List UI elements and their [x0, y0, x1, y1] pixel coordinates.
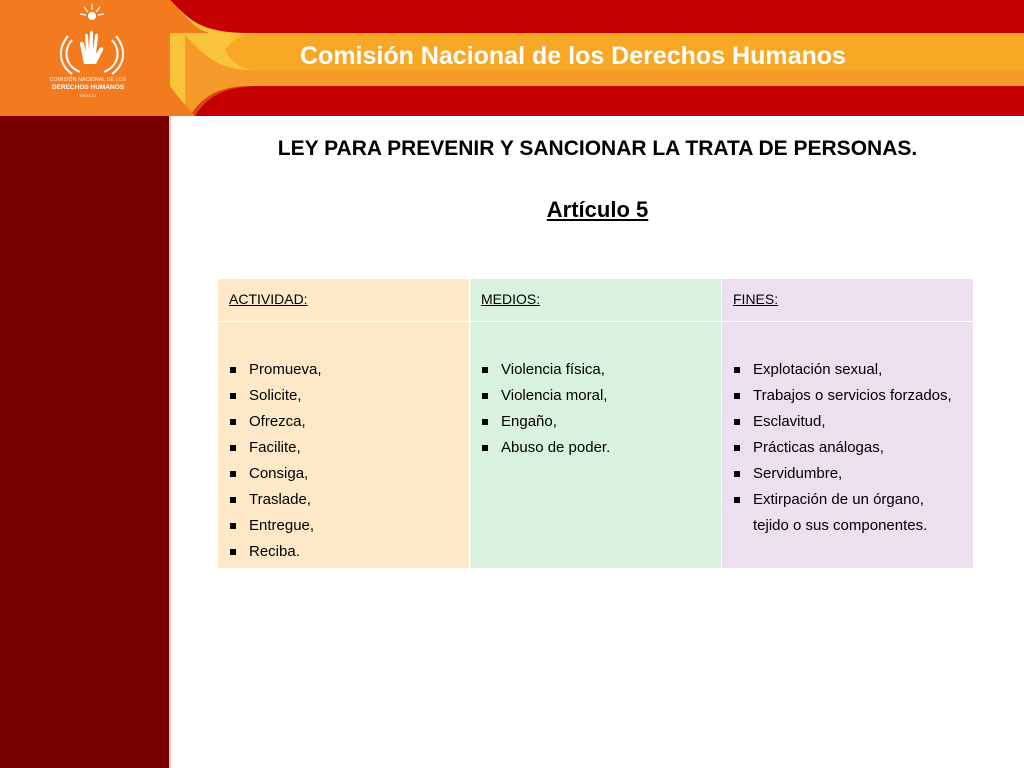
- logo-text-line3: MÉXICO: [80, 93, 96, 98]
- list-item: Servidumbre,: [733, 461, 959, 487]
- header-banner: [0, 0, 1024, 116]
- logo-text-line2: DERECHOS HUMANOS: [51, 84, 125, 91]
- list-item: Abuso de poder.: [481, 435, 707, 461]
- list-item: Prácticas análogas,: [733, 435, 959, 461]
- column-heading: ACTIVIDAD:: [218, 279, 469, 322]
- content-table: [218, 279, 973, 568]
- list-item: Violencia física,: [481, 357, 707, 383]
- list-item: Entregue,: [229, 513, 455, 539]
- cndh-logo: [0, 0, 170, 116]
- list-item: Esclavitud,: [733, 409, 959, 435]
- left-sidebar-bar: [0, 116, 169, 768]
- column-actividad: [218, 279, 469, 568]
- column-list: [470, 322, 721, 461]
- list-item: Solicite,: [229, 383, 455, 409]
- article-subtitle: Artículo 5: [546, 197, 649, 222]
- logo-caption: [40, 76, 136, 100]
- column-fines: [722, 279, 973, 568]
- column-heading: FINES:: [722, 279, 973, 322]
- list-item: Explotación sexual,: [733, 357, 959, 383]
- organization-title: Comisión Nacional de los Derechos Humanos: [300, 42, 846, 70]
- list-item: Violencia moral,: [481, 383, 707, 409]
- list-item: Facilite,: [229, 435, 455, 461]
- logo-text-line1: COMISIÓN NACIONAL DE LOS: [49, 77, 127, 83]
- column-heading: MEDIOS:: [470, 279, 721, 322]
- column-medios: [470, 279, 721, 568]
- list-item: Engaño,: [481, 409, 707, 435]
- list-item: Reciba.: [229, 539, 455, 565]
- list-item: Consiga,: [229, 461, 455, 487]
- slide-title: LEY PARA PREVENIR Y SANCIONAR LA TRATA DE PERSONAS.: [277, 137, 918, 160]
- list-item: Extirpación de un órgano, tejido o sus componentes.: [733, 487, 959, 539]
- column-list: [722, 322, 973, 539]
- column-list: [218, 322, 469, 565]
- list-item: Trabajos o servicios forzados,: [733, 383, 959, 409]
- list-item: Promueva,: [229, 357, 455, 383]
- list-item: Traslade,: [229, 487, 455, 513]
- list-item: Ofrezca,: [229, 409, 455, 435]
